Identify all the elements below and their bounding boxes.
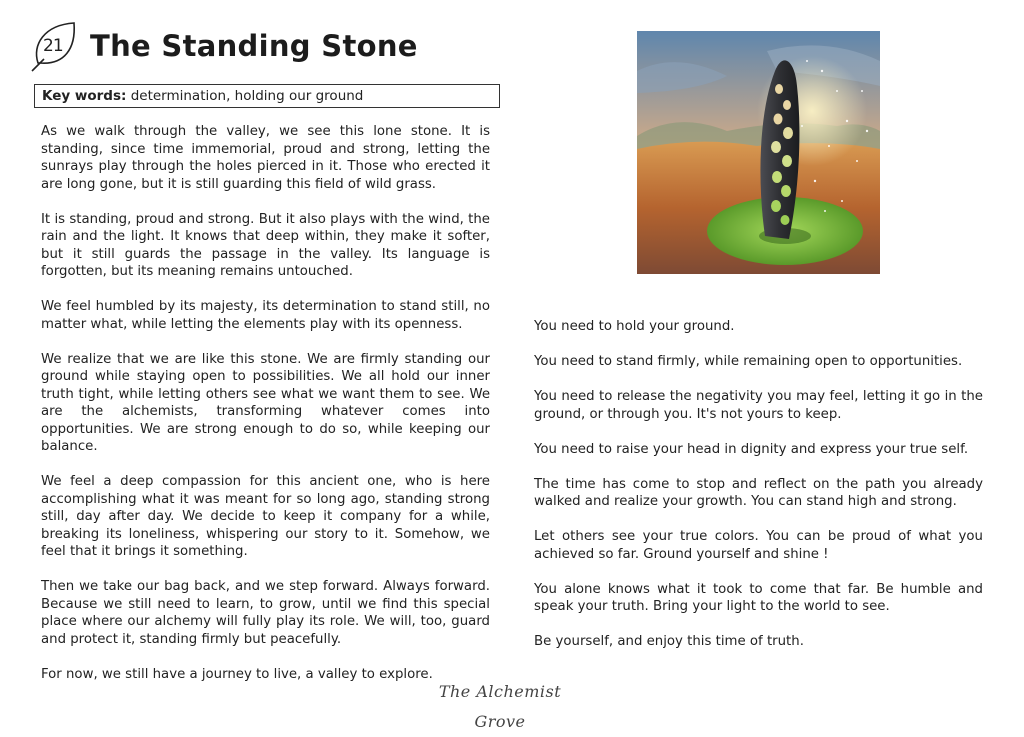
standing-stone-illustration (637, 31, 880, 274)
meaning-paragraph: Let others see your true colors. You can be proud of what you achieved so far. Ground yourself and shine ! (534, 529, 983, 562)
story-paragraph: For now, we still have a journey to live, a valley to explore. (41, 666, 433, 682)
meaning-paragraph: You alone knows what it took to come that far. Be humble and speak your truth. Bring your light to the world to see. (534, 581, 983, 614)
standing-stone-image (637, 31, 880, 274)
card-number: 21 (43, 36, 63, 56)
meaning-paragraph: You need to stand firmly, while remaining open to opportunities. (534, 354, 963, 369)
brand-logo: The Alchemist Grove (438, 682, 562, 731)
keywords-label: Key words: (42, 88, 127, 104)
meaning-paragraph: You need to release the negativity you may feel, letting it go in the ground, or through you. It's not yours to keep. (534, 389, 983, 422)
story-paragraph: We realize that we are like this stone. We are firmly standing our ground while staying open to possibilities. We all hold our inner truth tight, while letting others see what we want them to see. We are the alchemists, transforming whatever comes into opportunities. We are strong enough to do so, while keeping our balance. (41, 351, 490, 454)
meaning-paragraph: The time has come to stop and reflect on the path you already walked and realize your growth. You can stand high and strong. (534, 476, 983, 509)
keywords-value: determination, holding our ground (130, 88, 364, 104)
story-paragraph: We feel a deep compassion for this ancient one, who is here accomplishing what it was meant for so long ago, standing strong still, day after day. We decide to keep it company for a while, breaking its loneliness, whispering our story to it. Somehow, we feel that it brings it something. (41, 474, 490, 559)
meaning-paragraph: You need to raise your head in dignity and express your true self. (534, 441, 969, 457)
keywords-box (34, 84, 500, 108)
meaning-column (534, 318, 983, 668)
story-paragraph: It is standing, proud and strong. But it also plays with the wind, the rain and the light. It knows that deep within, they make it softer, but it still guards the passage in the valley. Its language is forgotten, but its meaning remains untouched. (41, 211, 490, 279)
page-title: The Standing Stone (90, 29, 418, 63)
page-header (30, 18, 418, 74)
leaf-number-badge (30, 19, 84, 73)
meaning-paragraph: You need to hold your ground. (534, 319, 735, 334)
story-paragraph: As we walk through the valley, we see this lone stone. It is standing, since time immemorial, proud and strong, letting the sunrays play through the holes pierced in it. Those who erected it are long gone, but it is still guarding this field of wild grass. (41, 124, 490, 192)
meaning-paragraph: Be yourself, and enjoy this time of truth. (534, 634, 804, 649)
story-paragraph: We feel humbled by its majesty, its determination to stand still, no matter what, while letting the elements play with its openness. (41, 299, 490, 332)
story-paragraph: Then we take our bag back, and we step forward. Always forward. Because we still need to learn, to grow, until we find this special place where our alchemy will fully play its role. We will, too, guard and protect it, standing firmly but peacefully. (41, 579, 490, 647)
story-column (41, 123, 490, 701)
